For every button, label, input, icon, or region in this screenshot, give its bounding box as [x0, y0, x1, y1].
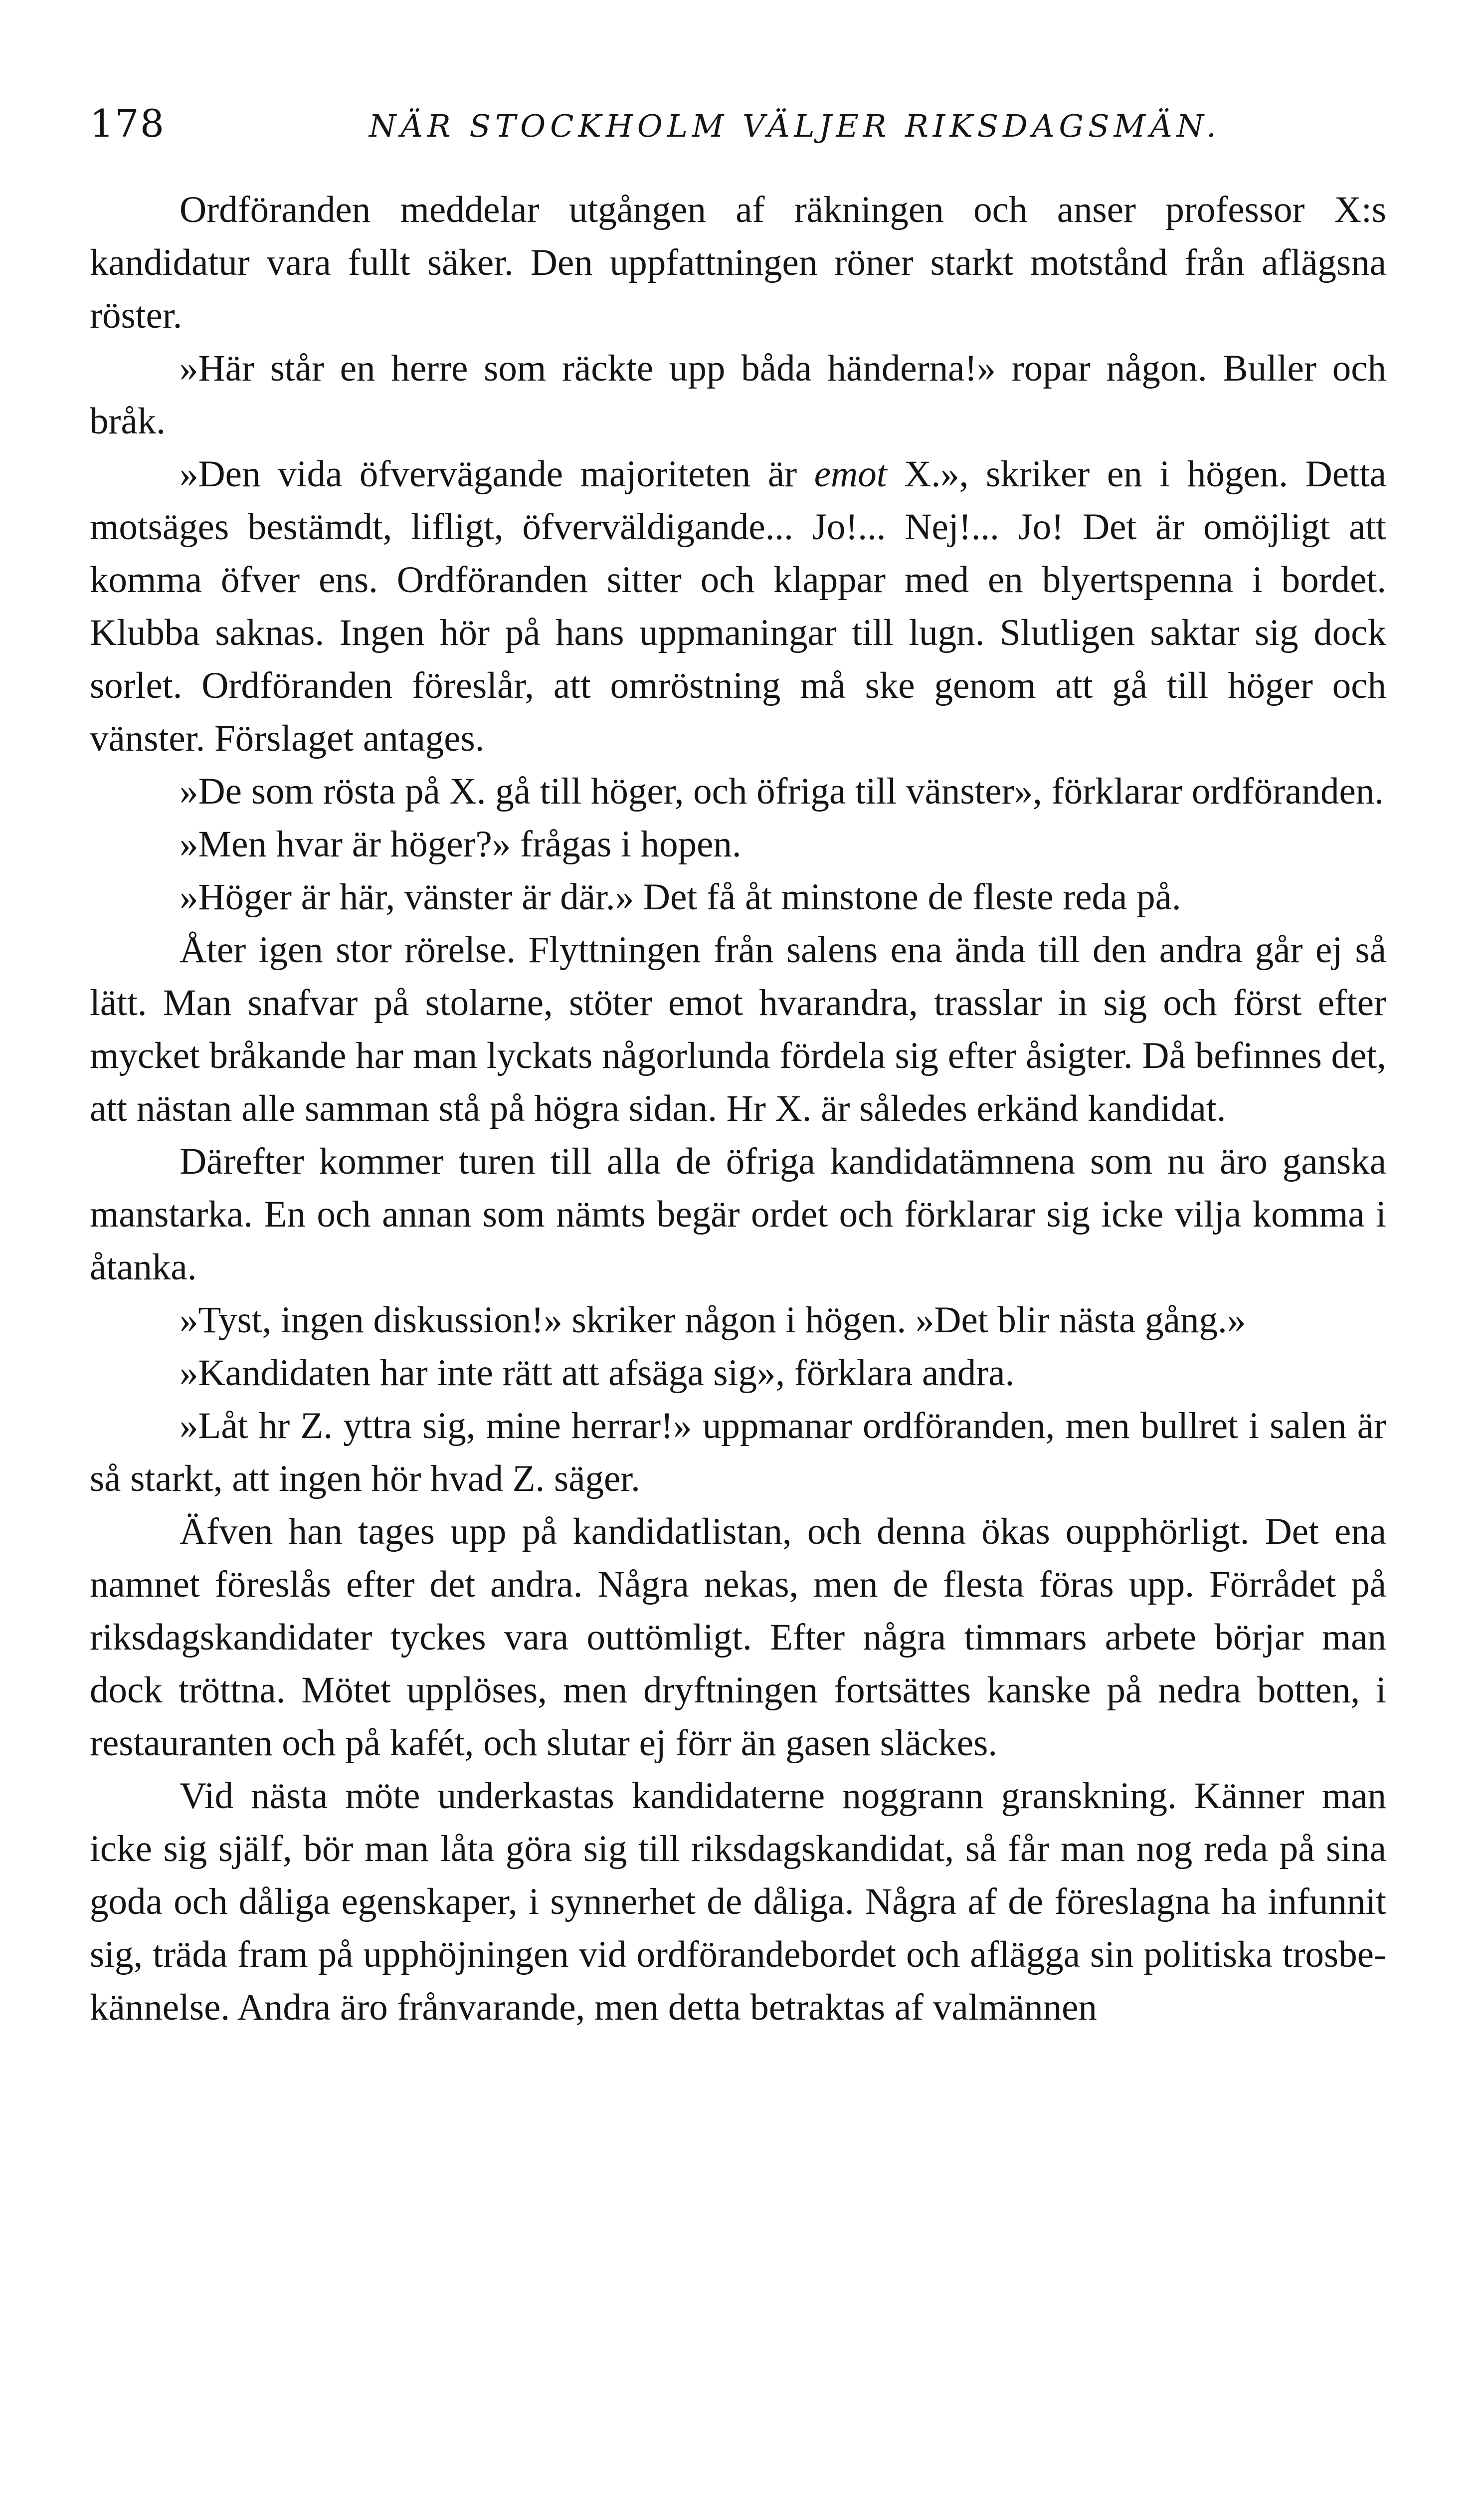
- paragraph: Ordföranden meddelar utgången af räkningen och anser professor X:s kandidatur vara fullt säker. Den uppfattningen röner starkt motstånd från aflägsna röster.: [90, 189, 1386, 336]
- paragraph: Vid nästa möte underkastas kandidaterne noggrann granskning. Känner man icke sig själf, bör man låta göra sig till riksdagskandidat, så får man nog reda på sina goda och dåliga egenskaper, i synnerhet de dåliga. Några af de föreslagna ha infunnit sig, träda fram på upphöjningen vid ordförandebordet och aflägga sin politiska trosbekännelse. Andra äro frånvarande, men detta betraktas af valmännen: [90, 1775, 1386, 2028]
- paragraph: »Låt hr Z. yttra sig, mine herrar!» uppmanar ordföranden, men bullret i salen är så starkt, att ingen hör hvad Z. säger.: [90, 1405, 1386, 1499]
- paragraph: »Här står en herre som räckte upp båda händerna!» ropar någon. Buller och bråk.: [90, 348, 1386, 442]
- paragraph: »Tyst, ingen diskussion!» skriker någon i högen. »Det blir nästa gång.»: [180, 1299, 1246, 1341]
- paragraph: Åter igen stor rörelse. Flyttningen från salens ena ända till den andra går ej så lätt. Man snafvar på stolarne, stöter emot hvarandra, trasslar in sig och först efter mycket bråkande har man lyckats någorlunda fördela sig efter åsigter. Då befinnes det, att nästan alle samman stå på högra sidan. Hr X. är således erkänd kandidat.: [90, 929, 1386, 1129]
- paragraph: »Höger är här, vänster är där.» Det få åt minstone de fleste reda på.: [180, 876, 1181, 918]
- paragraph: Äfven han tages upp på kandidatlistan, och denna ökas oupphörligt. Det ena namnet föreslås efter det andra. Några nekas, men de flesta föras upp. Förrådet på riksdagskandidater tyckes vara outtömligt. Efter några timmars arbete börjar man dock tröttna. Mötet upplöses, men dryftningen fortsättes kanske på nedra botten, i restauranten och på kafét, och slutar ej förr än gasen släckes.: [90, 1511, 1386, 1764]
- paragraph: Därefter kommer turen till alla de öfriga kandidatämnena som nu äro ganska manstarka. En och annan som nämts begär ordet och förklarar sig icke vilja komma i åtanka.: [90, 1141, 1386, 1288]
- paragraph-text: X.», skriker en i högen. Detta motsäges bestämdt, lifligt, öfverväldigande... Jo!... Nej!... Jo! Det är omöjligt att komma öfver ens. Ordföranden sitter och klappar med en blyertspenna i bordet. Klubba saknas. Ingen hör på hans uppmaningar till lugn. Slutligen saktar sig dock sorlet. Ordföranden föreslår, att omröstning må ske genom att gå till höger och vänster. Förslaget antages.: [90, 453, 1386, 759]
- paragraph-text: »Den vida öfvervägande majoriteten är: [180, 453, 814, 495]
- emphasized-word: emot: [814, 453, 887, 495]
- paragraph: »De som rösta på X. gå till höger, och öfriga till vänster», förklarar ordföranden.: [180, 771, 1384, 812]
- body-text: [90, 184, 1386, 2034]
- paragraph: [90, 448, 1386, 765]
- paragraph: »Kandidaten har inte rätt att afsäga sig», förklara andra.: [180, 1352, 1015, 1394]
- running-head: [90, 95, 1396, 150]
- page-number: 178: [90, 101, 166, 146]
- paragraph: »Men hvar är höger?» frågas i hopen.: [180, 824, 742, 865]
- running-title: NÄR STOCKHOLM VÄLJER RIKSDAGSMÄN.: [369, 108, 1221, 144]
